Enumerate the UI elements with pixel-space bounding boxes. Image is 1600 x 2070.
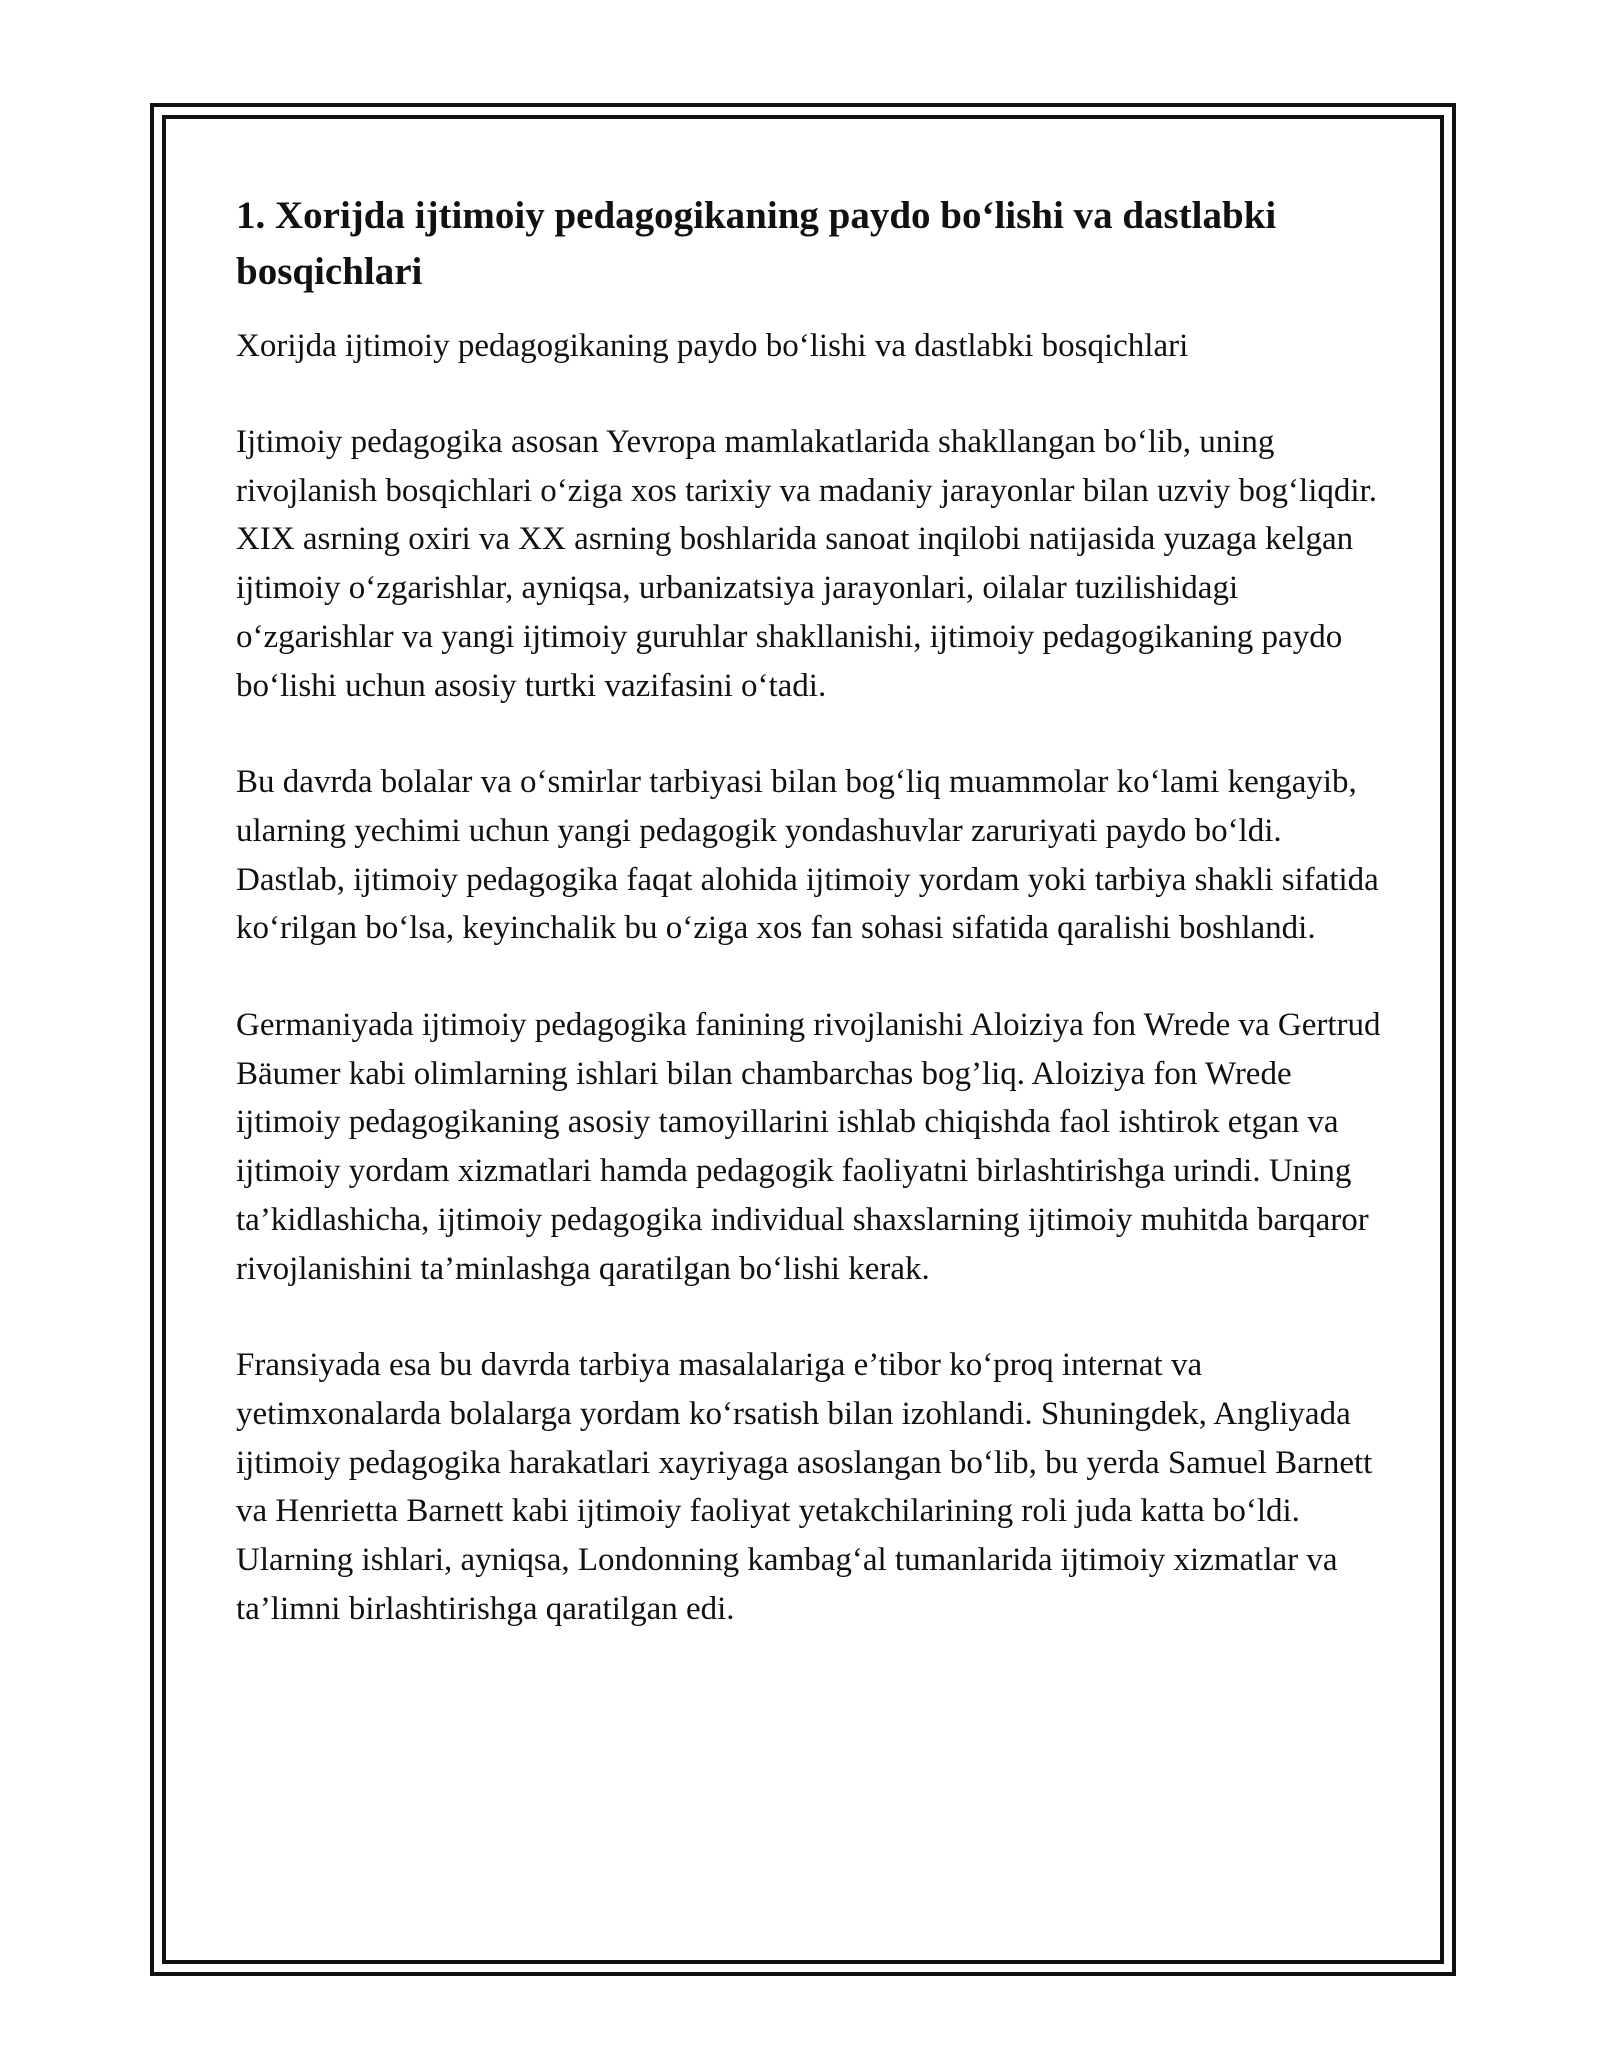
- paragraph-4: Fransiyada esa bu davrda tarbiya masalalariga e’tibor ko‘proq internat va yetimxonalarda bolalarga yordam ko‘rsatish bilan izohlandi. Shuningdek, Angliyada ijtimoiy pedagogika harakatlari xayriyaga asoslangan bo‘lib, bu yerda Samuel Barnett va Henrietta Barnett kabi ijtimoiy faoliyat yetakchilarining roli juda katta bo‘ldi. Ularning ishlari, ayniqsa, Londonning kambag‘al tumanlarida ijtimoiy xizmatlar va ta’limni birlashtirishga qaratilgan edi.: [236, 1347, 1373, 1627]
- document-content: [236, 188, 1386, 1681]
- paragraph-2: Bu davrda bolalar va o‘smirlar tarbiyasi bilan bog‘liq muammolar ko‘lami kengayib, ularning yechimi uchun yangi pedagogik yondashuvlar zaruriyati paydo bo‘ldi. Dastlab, ijtimoiy pedagogika faqat alohida ijtimoiy yordam yoki tarbiya shakli sifatida ko‘rilgan bo‘lsa, keyinchalik bu o‘ziga xos fan sohasi sifatida qaralishi boshlandi.: [236, 764, 1379, 947]
- paragraph-1: Ijtimoiy pedagogika asosan Yevropa mamlakatlarida shakllangan bo‘lib, uning rivojlanish bosqichlari o‘ziga xos tarixiy va madaniy jarayonlar bilan uzviy bog‘liqdir. XIX asrning oxiri va XX asrning boshlarida sanoat inqilobi natijasida yuzaga kelgan ijtimoiy o‘zgarishlar, ayniqsa, urbanizatsiya jarayonlari, oilalar tuzilishidagi o‘zgarishlar va yangi ijtimoiy guruhlar shakllanishi, ijtimoiy pedagogikaning paydo bo‘lishi uchun asosiy turtki vazifasini o‘tadi.: [236, 424, 1377, 704]
- section-subheading: Xorijda ijtimoiy pedagogikaning paydo bo‘lishi va dastlabki bosqichlari: [236, 328, 1189, 364]
- paragraph-3: Germaniyada ijtimoiy pedagogika fanining rivojlanishi Aloiziya fon Wrede va Gertrud Bäumer kabi olimlarning ishlari bilan chambarchas bog’liq. Aloiziya fon Wrede ijtimoiy pedagogikaning asosiy tamoyillarini ishlab chiqishda faol ishtirok etgan va ijtimoiy yordam xizmatlari hamda pedagogik faoliyatni birlashtirishga urindi. Uning ta’kidlashicha, ijtimoiy pedagogika individual shaxslarning ijtimoiy muhitda barqaror rivojlanishini ta’minlashga qaratilgan bo‘lishi kerak.: [236, 1007, 1381, 1287]
- section-heading: 1. Xorijda ijtimoiy pedagogikaning paydo bo‘lishi va dastlabki bosqichlari: [236, 194, 1277, 293]
